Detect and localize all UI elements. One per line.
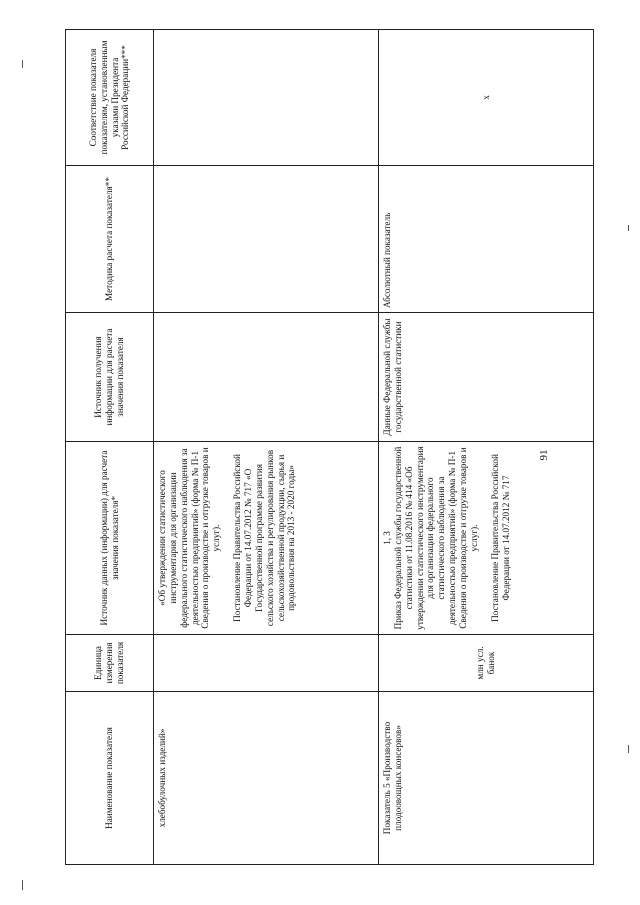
table-row	[154, 30, 379, 865]
scan-mark	[22, 60, 23, 68]
row2-source-p1: Приказ Федеральной службы государственной статистики от 11.08.2016 № 414 «Об утверждении статистического инструментария для организации федерального статистического наблюдения за деятельностью предприятий» (форма № П-1 Сведения о производстве и отгрузке товаров и услуг).	[392, 446, 479, 630]
header-method: Методика расчета показателя**	[66, 166, 154, 313]
scan-mark	[628, 225, 629, 231]
row1-compliance	[154, 30, 379, 166]
table-header-row	[66, 30, 154, 865]
row2-source	[379, 442, 594, 635]
indicator-table	[65, 29, 594, 865]
row1-name: хлебобулочных изделий»	[154, 692, 379, 865]
row2-origin: Данные Федеральной службы государственной статистики	[379, 313, 594, 442]
scan-mark	[628, 745, 629, 753]
row2-unit: млн усл. банок	[379, 635, 594, 692]
header-compliance: Соответствие показателя показателям, установленным указами Президента Российской Федерации***	[66, 30, 154, 166]
row1-unit	[154, 635, 379, 692]
row1-source-p2: Постановление Правительства Российской Федерации от 14.07.2012 № 717 «О Государственной программе развития сельского хозяйства и регулирования рынков сельскохозяйственной продукции, сырья и продовольствия на 2013 - 2020 годы»	[232, 449, 297, 627]
row2-source-p0: 1, 3	[382, 531, 392, 545]
row2-method: Абсолютный показатель	[379, 166, 594, 313]
row1-method	[154, 166, 379, 313]
row2-source-p2: Постановление Правительства Российской Федерации от 14.07.2012 № 717	[489, 454, 511, 622]
row1-origin	[154, 313, 379, 442]
header-name: Наименование показателя	[66, 692, 154, 865]
page-number: 91	[538, 449, 550, 461]
row2-compliance: x	[379, 30, 594, 166]
table-row	[379, 30, 594, 865]
row1-source	[154, 442, 379, 635]
header-unit: Единица измерения показателя	[66, 635, 154, 692]
scan-mark	[22, 880, 23, 890]
row1-source-p1: «Об утверждении статистического инструментария для организации федерального статистического наблюдения за деятельностью предприятий» (форма № П-1 Сведения о производстве и отгрузке товаров и услуг).	[157, 447, 222, 629]
header-origin: Источник получения информации для расчета значения показателя	[66, 313, 154, 442]
header-source: Источник данных (информации) для расчета значения показателя*	[66, 442, 154, 635]
row2-name: Показатель 5 «Производство плодоовощных консервов»	[379, 692, 594, 865]
